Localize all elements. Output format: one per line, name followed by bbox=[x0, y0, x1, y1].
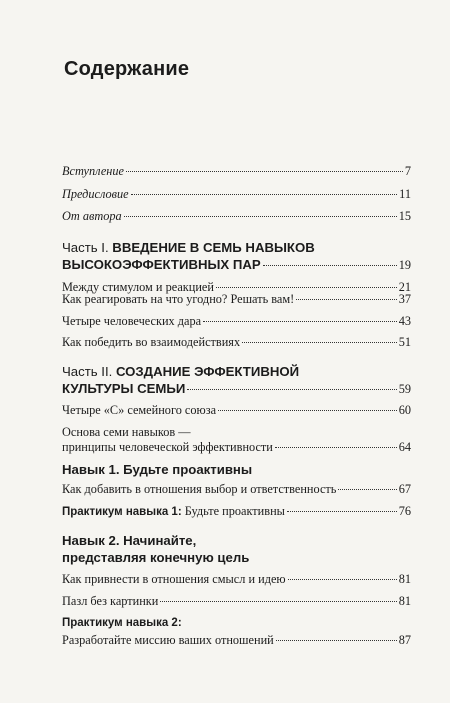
leader-dots bbox=[275, 447, 397, 448]
leader-dots bbox=[131, 194, 398, 195]
part-2-heading[interactable] bbox=[62, 363, 411, 398]
toc-entry-page: 7 bbox=[404, 164, 411, 178]
toc-entry-label: Как привнести в отношения смысл и идею bbox=[62, 572, 286, 586]
toc-entry-label: Как добавить в отношения выбор и ответственность bbox=[62, 482, 337, 496]
part-2-prefix: Часть II. bbox=[62, 364, 113, 379]
leader-dots bbox=[288, 579, 397, 580]
toc-entry[interactable] bbox=[62, 163, 411, 179]
leader-dots bbox=[218, 410, 397, 411]
leader-dots bbox=[338, 489, 396, 490]
toc-entry-multiline[interactable] bbox=[62, 425, 411, 455]
part-1-title-line2: ВЫСОКОЭФФЕКТИВНЫХ ПАР bbox=[62, 257, 261, 272]
toc-entry[interactable] bbox=[62, 186, 411, 202]
part-2-heading-line1 bbox=[62, 363, 411, 380]
toc-entry-label-line1: Основа семи навыков — bbox=[62, 425, 191, 439]
toc-entry[interactable] bbox=[62, 291, 411, 307]
toc-entry-label: Вступление bbox=[62, 164, 124, 178]
toc-entry[interactable] bbox=[62, 571, 411, 587]
toc-entry-page: 64 bbox=[398, 440, 411, 454]
practicum-1-bold: Практикум навыка 1: bbox=[62, 506, 182, 518]
toc-entry[interactable] bbox=[62, 481, 411, 497]
part-2-title-line2: КУЛЬТУРЫ СЕМЬИ bbox=[62, 381, 186, 396]
part-2-title-line1: СОЗДАНИЕ ЭФФЕКТИВНОЙ bbox=[115, 364, 300, 379]
toc-entry-page: 67 bbox=[398, 482, 411, 496]
toc-entry-page: 51 bbox=[398, 335, 411, 349]
part-1-heading[interactable] bbox=[62, 239, 411, 274]
toc-entry-page: 21 bbox=[398, 280, 411, 294]
habit-2-heading-line1: Навык 2. Начинайте, bbox=[62, 533, 197, 548]
toc-entry-label: Как реагировать на что угодно? Решать вам! bbox=[62, 292, 295, 306]
leader-dots bbox=[203, 321, 397, 322]
part-1-prefix: Часть I. bbox=[62, 240, 109, 255]
toc-entry-label: Как победить во взаимодействиях bbox=[62, 335, 241, 349]
leader-dots bbox=[263, 265, 397, 266]
toc-entry-label: Предисловие bbox=[62, 187, 129, 201]
toc-entry-label: Разработайте миссию ваших отношений bbox=[62, 633, 274, 647]
toc-entry[interactable] bbox=[62, 208, 411, 224]
toc-entry-last-line bbox=[62, 440, 411, 455]
toc-entry[interactable] bbox=[62, 632, 411, 648]
leader-dots bbox=[187, 389, 396, 390]
part-1-heading-line1 bbox=[62, 239, 411, 256]
leader-dots bbox=[276, 640, 397, 641]
leader-dots bbox=[242, 342, 397, 343]
part-2-page: 59 bbox=[398, 382, 411, 396]
toc-entry[interactable] bbox=[62, 593, 411, 609]
toc-entry-page: 37 bbox=[398, 292, 411, 306]
practicum-2-label: Практикум навыка 2: bbox=[62, 617, 182, 629]
part-1-heading-line2 bbox=[62, 256, 411, 274]
leader-dots bbox=[216, 287, 397, 288]
toc-entry[interactable] bbox=[62, 402, 411, 418]
toc-entry-label-line2: принципы человеческой эффективности bbox=[62, 440, 273, 454]
practicum-1-entry[interactable] bbox=[62, 503, 411, 520]
leader-dots bbox=[126, 171, 403, 172]
toc-entry-page: 81 bbox=[398, 594, 411, 608]
toc-entry[interactable] bbox=[62, 313, 411, 329]
toc-entry[interactable] bbox=[62, 334, 411, 350]
habit-1-heading[interactable]: Навык 1. Будьте проактивны bbox=[62, 462, 253, 477]
toc-entry-page: 76 bbox=[398, 504, 411, 518]
toc-entry-label: Четыре человеческих дара bbox=[62, 314, 202, 328]
part-2-heading-line2 bbox=[62, 380, 411, 398]
practicum-1-label bbox=[62, 503, 285, 520]
page-title: Содержание bbox=[64, 58, 190, 80]
toc-entry-page: 81 bbox=[398, 572, 411, 586]
leader-dots bbox=[287, 511, 397, 512]
toc-entry-page: 60 bbox=[398, 403, 411, 417]
toc-entry-page: 11 bbox=[399, 187, 411, 201]
toc-entry-page: 15 bbox=[398, 209, 411, 223]
part-1-title-line1: ВВЕДЕНИЕ В СЕМЬ НАВЫКОВ bbox=[112, 240, 315, 255]
toc-entry-page: 43 bbox=[398, 314, 411, 328]
practicum-1-text: Будьте проактивны bbox=[181, 504, 285, 518]
habit-2-heading-line2: представляя конечную цель bbox=[62, 550, 250, 565]
toc-entry-label: Четыре «С» семейного союза bbox=[62, 403, 217, 417]
toc-entry-label: Между стимулом и реакцией bbox=[62, 280, 214, 294]
habit-2-heading[interactable] bbox=[62, 532, 411, 566]
leader-dots bbox=[160, 601, 396, 602]
leader-dots bbox=[124, 216, 397, 217]
toc-entry-label: От автора bbox=[62, 209, 122, 223]
toc-entry-label: Пазл без картинки bbox=[62, 594, 159, 608]
leader-dots bbox=[296, 299, 396, 300]
toc-entry-page: 87 bbox=[398, 633, 411, 647]
part-1-page: 19 bbox=[398, 258, 411, 272]
